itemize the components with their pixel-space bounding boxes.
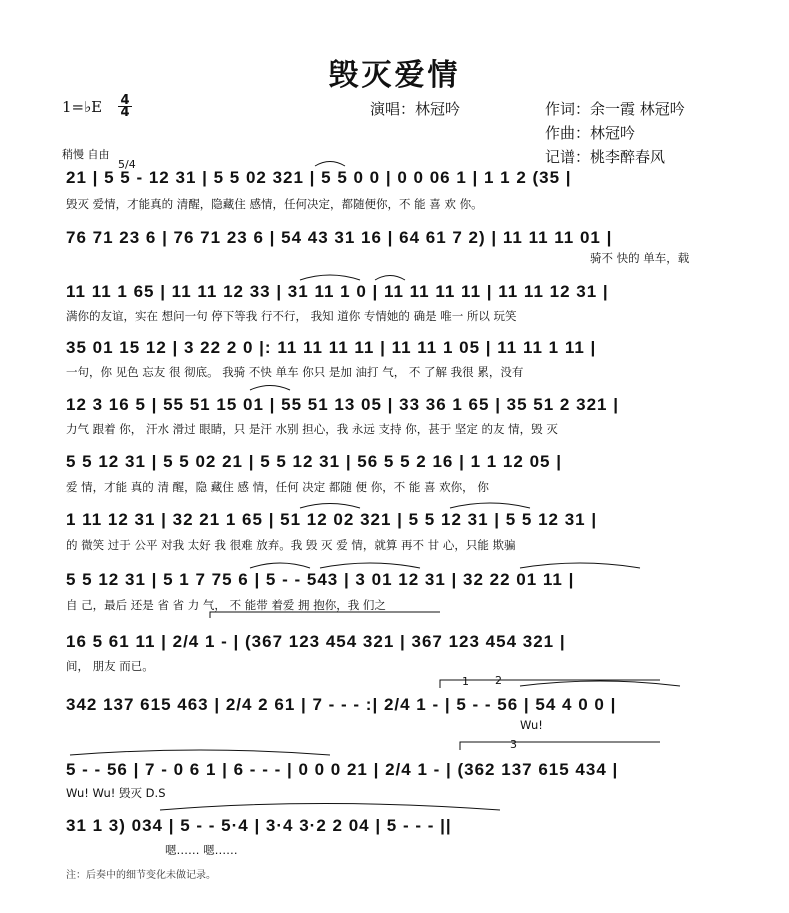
system-8-notes: 5 5 12 31 | 5 1 7 75 6 | 5 - - 543 | 3 01 12 31 | 32 22 01 11 |: [66, 570, 575, 589]
system-12-lyrics: 嗯…… 嗯……: [165, 843, 238, 857]
composer-credit: 作曲：林冠吟: [545, 124, 636, 142]
meter-change: 5/4: [118, 158, 136, 171]
slur-mark: [70, 750, 330, 755]
system-10-notes: 342 137 615 463 | 2/4 2 61 | 7 - - - :| 2/4 1 - | 5 - - 56 | 54 4 0 0 |: [66, 695, 617, 714]
singer-credit: 演唱：林冠吟: [370, 100, 461, 118]
tie-mark: [315, 162, 345, 167]
key-signature: 1=♭E: [62, 98, 103, 116]
system-3-notes: 11 11 1 65 | 11 11 12 33 | 31 11 1 0 | 11 11 11 11 | 11 11 12 31 |: [66, 282, 609, 301]
slur-mark: [160, 804, 500, 811]
slur-mark: [250, 563, 310, 568]
footnote: 注：后奏中的细节变化未做记录。: [66, 870, 216, 881]
slur-mark: [320, 563, 420, 568]
time-signature-top: 4: [120, 93, 130, 108]
system-8-lyrics: 自 己，最后 还是 省 省 力 气， 不 能带 着爱 拥 抱你，我 们之: [66, 598, 386, 612]
system-1-notes: 21 | 5 5 - 12 31 | 5 5 02 321 | 5 5 0 0 | 0 0 06 1 | 1 1 2 (35 |: [66, 168, 572, 187]
system-6-notes: 5 5 12 31 | 5 5 02 21 | 5 5 12 31 | 56 5 5 2 16 | 1 1 12 05 |: [66, 452, 562, 471]
system-9-notes: 16 5 61 11 | 2/4 1 - | (367 123 454 321 | 367 123 454 321 |: [66, 632, 566, 651]
time-signature-bottom: 4: [118, 106, 132, 118]
slur-mark: [450, 503, 530, 508]
volta-label-2: 2: [495, 674, 502, 687]
volta-label-3: 3: [510, 738, 517, 751]
system-11-lyrics: Wu! Wu! 毁灭 D.S: [66, 786, 166, 800]
system-9-lyrics: 间， 朋友 而已。: [66, 659, 154, 673]
slur-mark: [250, 386, 290, 391]
system-5-notes: 12 3 16 5 | 55 51 15 01 | 55 51 13 05 | 33 36 1 65 | 35 51 2 321 |: [66, 395, 619, 414]
system-4-notes: 35 01 15 12 | 3 22 2 0 |: 11 11 11 11 | 11 11 1 05 | 11 11 1 11 |: [66, 338, 597, 357]
system-10-lyrics: Wu!: [520, 718, 543, 732]
lyricist-credit: 作词：余一霞 林冠吟: [545, 100, 685, 118]
page-title: 毁灭爱情: [328, 58, 461, 93]
system-7-lyrics: 的 微笑 过于 公平 对我 太好 我 很难 放弃。我 毁 灭 爱 情，就算 再不 甘 心，只能 欺骗: [66, 538, 516, 552]
slur-mark: [375, 276, 405, 281]
system-3-lyrics: 满你的友谊，实在 想问一句 停下等我 行不行， 我知 道你 专情她的 确是 唯一 所以 玩笑: [66, 309, 517, 323]
slur-mark: [300, 275, 360, 280]
system-2-notes: 76 71 23 6 | 76 71 23 6 | 54 43 31 16 | 64 61 7 2) | 11 11 11 01 |: [66, 228, 613, 247]
slur-mark: [300, 504, 360, 509]
tempo-marking: 稍慢 自由: [62, 148, 110, 161]
system-5-lyrics: 力气 跟着 你， 汗水 滑过 眼睛，只 是汗 水别 担心，我 永远 支持 你，甚于 坚定 的友 情，毁 灭: [66, 422, 558, 436]
system-1-lyrics: 毁灭 爱情，才能真的 清醒，隐藏住 感情，任何决定，都随便你，不 能 喜 欢 你。: [66, 197, 483, 211]
slur-mark: [520, 681, 680, 686]
slur-mark: [520, 563, 640, 568]
volta-label-1: 1: [462, 675, 469, 688]
system-12-notes: 31 1 3) 034 | 5 - - 5·4 | 3·4 3·2 2 04 | 5 - - - ||: [66, 816, 452, 835]
system-2-lyrics: 骑不 快的 单车，载: [590, 251, 690, 265]
transcriber-credit: 记谱：桃李醉春风: [545, 148, 666, 166]
volta-bracket: [460, 742, 660, 750]
system-11-notes: 5 - - 56 | 7 - 0 6 1 | 6 - - - | 0 0 0 21 | 2/4 1 - | (362 137 615 434 |: [66, 760, 619, 779]
volta-bracket: [210, 612, 440, 618]
system-7-notes: 1 11 12 31 | 32 21 1 65 | 51 12 02 321 | 5 5 12 31 | 5 5 12 31 |: [66, 510, 598, 529]
system-6-lyrics: 爱 情，才能 真的 清 醒，隐 藏住 感 情，任何 决定 都随 便 你，不 能 喜 欢你， 你: [66, 480, 489, 494]
system-4-lyrics: 一句，你 见色 忘友 很 彻底。 我骑 不快 单车 你只 是加 油打 气， 不 了解 我很 累，没有: [66, 365, 524, 379]
